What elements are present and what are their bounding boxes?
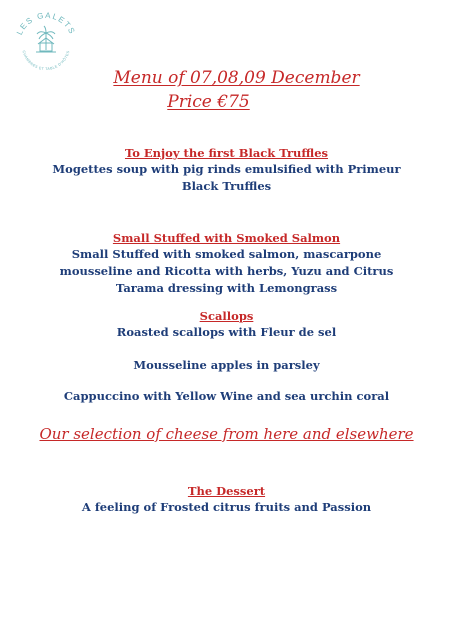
menu-title: Menu of 07,08,09 December	[113, 68, 360, 88]
cheese-selection: Our selection of cheese from here and elsewhere	[39, 425, 414, 443]
menu-price: Price €75	[167, 92, 250, 112]
salmon-line-2: mousseline and Ricotta with herbs, Yuzu and Citrus	[59, 264, 394, 278]
scallops-accompaniment	[0, 357, 453, 374]
truffles-line-1: Mogettes soup with pig rinds emulsified with Primeur	[52, 162, 401, 176]
dessert-line: A feeling of Frosted citrus fruits and Passion	[81, 500, 372, 514]
truffles-line-2: Black Truffles	[181, 179, 272, 193]
section-dessert	[0, 483, 453, 516]
logo-name: LES GALETS	[14, 10, 78, 37]
scallops-sauce	[0, 388, 453, 405]
scallops-heading: Scallops	[199, 309, 254, 323]
salmon-line-1: Small Stuffed with smoked salmon, mascarpone	[71, 247, 382, 261]
palm-house-icon	[36, 26, 56, 52]
salmon-heading: Small Stuffed with Smoked Salmon	[112, 231, 341, 245]
salmon-line-3: Tarama dressing with Lemongrass	[115, 281, 338, 295]
section-scallops	[0, 308, 453, 341]
dessert-heading: The Dessert	[187, 484, 266, 498]
truffles-heading: To Enjoy the first Black Truffles	[124, 146, 329, 160]
section-truffles	[0, 145, 453, 195]
scallops-line-3: Cappuccino with Yellow Wine and sea urchin coral	[63, 389, 390, 403]
scallops-line-1: Roasted scallops with Fleur de sel	[116, 325, 337, 339]
section-salmon	[0, 230, 453, 297]
logo-tagline: CHAMBRES ET TABLE D'HÔTES	[21, 50, 71, 72]
scallops-line-2: Mousseline apples in parsley	[133, 358, 320, 372]
